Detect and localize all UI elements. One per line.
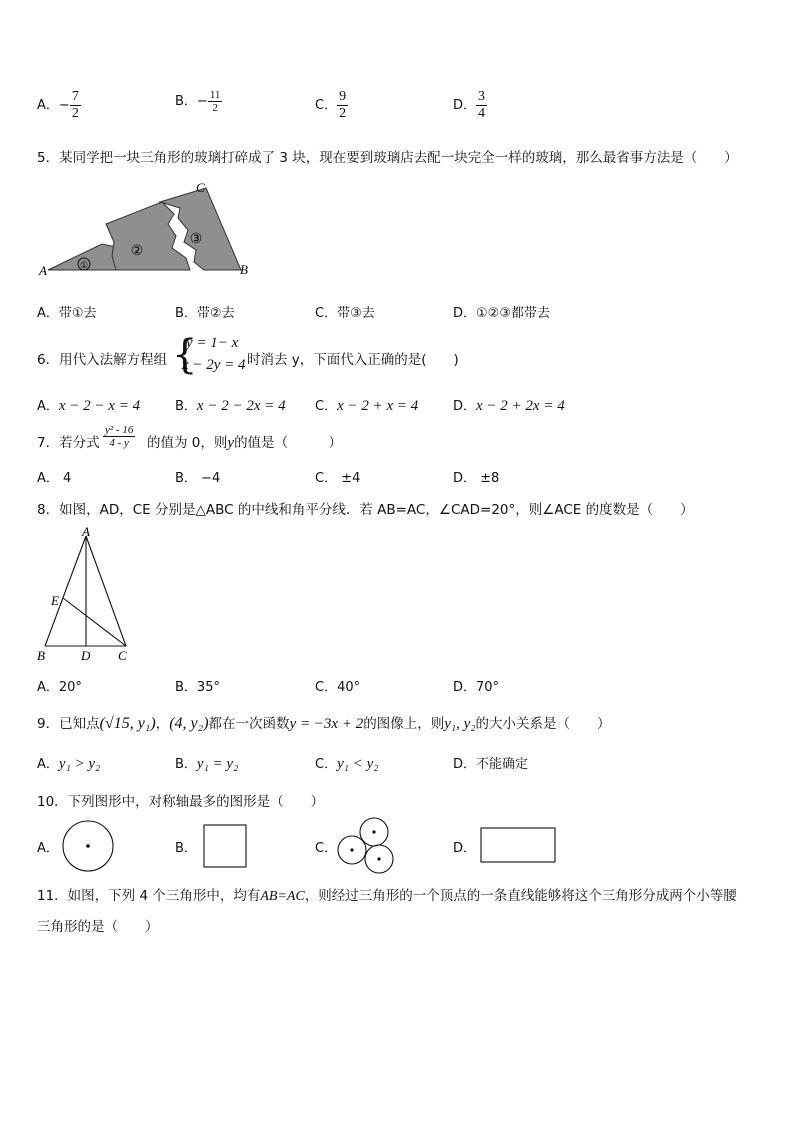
- q8-option-a: A．20°: [37, 680, 82, 695]
- q6-equation-1: y = 1− x: [186, 335, 239, 351]
- fraction-numerator: y² - 16: [105, 424, 134, 436]
- q5-question-text: 5．某同学把一块三角形的玻璃打碎成了 3 块，现在要到玻璃店去配一块完全一样的玻璃，那么最省事方法是（ ）: [37, 150, 738, 166]
- piece-label-1: ①: [79, 260, 89, 270]
- q4-option-c: C． $\frac{9}{2}$: [315, 89, 347, 121]
- q5-option-b: B．带②去: [175, 306, 235, 321]
- q6-prefix: 6．用代入法解方程组: [37, 352, 168, 368]
- q9-option-c: C．y₁ < y₂: [315, 756, 379, 772]
- fraction-numerator: 3: [478, 89, 486, 104]
- q4-option-b: B．− $\frac{11}{2}$: [175, 89, 221, 114]
- q9-point-1: (√15, y₁): [99, 715, 156, 732]
- vertex-label-a: A: [82, 524, 90, 539]
- q6-option-a: A．x − 2 − x = 4: [37, 398, 141, 414]
- q5-broken-glass-figure: [34, 178, 254, 278]
- vertex-label-c: C: [118, 648, 127, 663]
- q9-function: y = −3x + 2: [289, 716, 364, 732]
- q6-suffix: 时消去 y，下面代入正确的是( ): [247, 352, 459, 368]
- q10-square-figure: [203, 824, 249, 868]
- vertex-label-b: B: [240, 262, 248, 277]
- q10-question-text: 10．下列图形中，对称轴最多的图形是（ ）: [37, 794, 325, 810]
- vertex-label-a: A: [39, 263, 47, 278]
- q7-option-a: A． 4: [37, 471, 72, 486]
- circle-right-dot: [377, 857, 380, 860]
- system-brace: {: [172, 332, 198, 378]
- fraction-denominator: 2: [339, 106, 347, 121]
- q11-question-line-2: 三角形的是（ ）: [37, 919, 159, 935]
- q8-option-c: C．40°: [315, 680, 361, 695]
- circle-center-dot: [86, 844, 90, 848]
- fraction-numerator: 9: [339, 89, 347, 104]
- fraction-denominator: 2: [71, 106, 79, 121]
- q10-option-b-label: B．: [175, 841, 197, 856]
- circle-left-dot: [350, 848, 353, 851]
- q6-equation-2: x − 2y = 4: [182, 357, 246, 373]
- q4-option-a: A．− $\frac{7}{2}$: [37, 89, 79, 121]
- side-ab: [45, 536, 86, 646]
- q8-question-text: 8．如图，AD，CE 分别是△ABC 的中线和角平分线．若 AB=AC，∠CAD=20°，则∠ACE 的度数是（ ）: [37, 502, 694, 518]
- square-shape: [204, 825, 246, 867]
- q6-option-b: B．x − 2 − 2x = 4: [175, 398, 286, 414]
- q8-option-d: D．70°: [453, 680, 500, 695]
- fraction-numerator: 7: [71, 89, 79, 104]
- q9-option-b: B．y₁ = y₂: [175, 756, 239, 772]
- q7-option-c: C． ±4: [315, 471, 361, 486]
- vertex-label-b: B: [37, 648, 45, 663]
- q9-point-2: (4, y₂): [169, 715, 209, 732]
- point-label-e: E: [51, 593, 59, 608]
- q9-option-d: D．不能确定: [453, 757, 529, 772]
- q5-option-d: D．①②③都带去: [453, 306, 550, 321]
- piece-label-2: ②: [130, 244, 144, 259]
- q5-option-c: C．带③去: [315, 306, 375, 321]
- q8-triangle-figure: [34, 524, 138, 664]
- q10-option-d-label: D．: [453, 841, 477, 856]
- q6-option-c: C．x − 2 + x = 4: [315, 398, 419, 414]
- q10-rectangle-figure: [480, 827, 558, 865]
- fraction-numerator: 11: [209, 89, 221, 101]
- point-label-d: D: [81, 648, 91, 663]
- q6-option-d: D．x − 2 + 2x = 4: [453, 398, 565, 414]
- q7-option-d: D． ±8: [453, 471, 500, 486]
- rectangle-shape: [481, 828, 555, 862]
- q9-option-a: A．y₁ > y₂: [37, 756, 101, 772]
- q11-question-line-1: 11．如图，下列 4 个三角形中，均有AB=AC，则经过三角形的一个顶点的一条直线能够将这个三角形分成两个小等腰: [37, 888, 737, 904]
- q10-three-circles-figure: [336, 816, 396, 876]
- vertex-label-c: C: [196, 180, 205, 195]
- circle-top-dot: [372, 830, 375, 833]
- piece-label-3: ③: [189, 232, 203, 247]
- q8-option-b: B．35°: [175, 680, 220, 695]
- q10-option-c-label: C．: [315, 841, 338, 856]
- fraction-denominator: 4 - y: [109, 437, 129, 449]
- q10-option-a-label: A．: [37, 841, 59, 856]
- q7-fraction: [103, 424, 135, 449]
- q9-question-line: 9．已知点(√15, y₁)，(4, y₂)都在一次函数y = −3x + 2的图像上，则y₁, y₂的大小关系是（ ）: [37, 715, 611, 732]
- q4-option-d: D． $\frac{3}{4}$: [453, 89, 486, 121]
- glass-piece-2: [106, 202, 190, 270]
- q7-option-b: B． −4: [175, 471, 221, 486]
- q7-prefix: 7．若分式: [37, 435, 100, 451]
- fraction-denominator: 4: [478, 106, 486, 121]
- q7-middle: 的值为 0，则y的值是（ ）: [147, 435, 343, 451]
- q10-circle-figure: [61, 819, 115, 873]
- bisector-ce: [63, 598, 126, 646]
- side-ac: [86, 536, 126, 646]
- fraction-denominator: 2: [212, 102, 218, 114]
- q5-option-a: A．带①去: [37, 306, 97, 321]
